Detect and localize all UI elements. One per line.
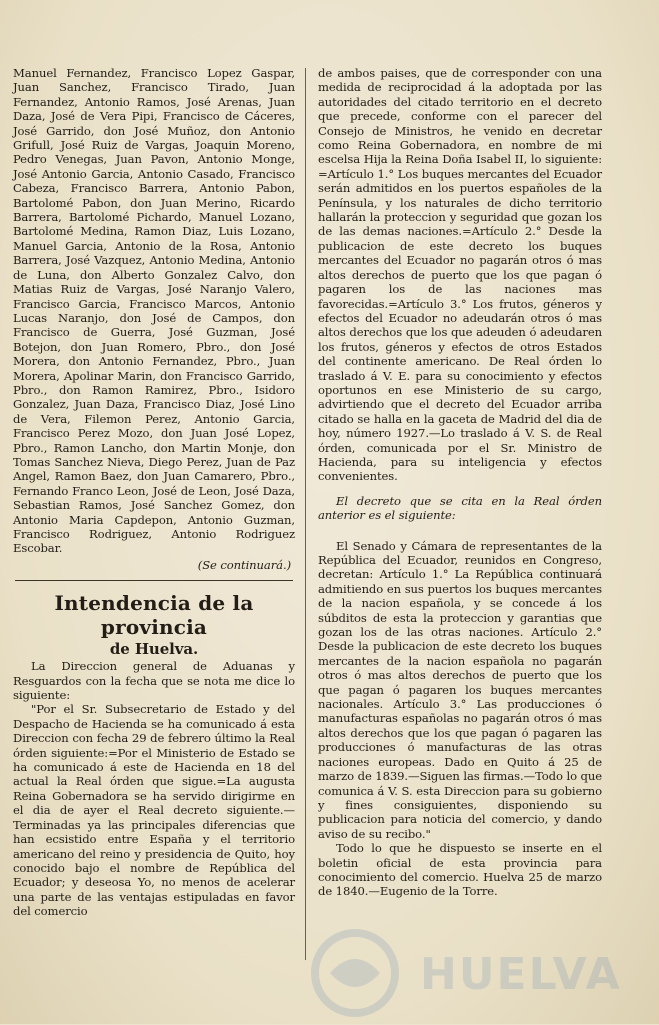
closing-paragraph: Todo lo que he dispuesto se inserte en el boletin oficial de esta provincia para conocimiento del comercio. Huelva 25 de marzo de 1840.—Eugenio de la Torre. (318, 841, 602, 899)
section-subheading: de Huelva. (109, 640, 199, 659)
column-rule (305, 68, 306, 960)
senate-paragraph: El Senado y Cámara de representantes de la República del Ecuador, reunidos en Congreso, decretan: Artículo 1.° La República continuará admitiendo en sus puertos los buques mercantes de la nacion española, y se concede á los súbditos de esta la proteccion y garantias que gozan los de las otras naciones. Artículo 2.° Desde la publicacion de este decreto los buques mercantes de la nacion española no pagarán otros ó mas altos derechos de puerto que los que pagan ó pagaren los buques mercantes nacionales. Artículo 3.° Las producciones ó manufacturas españolas no pagarán otros ó mas altos derechos que los que pagan ó pagaren las producciones ó manufacturas de las otras naciones europeas. Dado en Quito á 25 de marzo de 1839.—Siguen las firmas.—Todo lo que comunica á V. S. esta Direccion para su gobierno y fines consiguientes, disponiendo su publicacion para noticia del comercio, y dando aviso de su recibo." (318, 538, 602, 841)
section-heading: Intendencia de la provincia (54, 591, 254, 640)
section-divider (15, 580, 293, 581)
decree-paragraph: de ambos paises, que de corresponder con una medida de reciprocidad á la adoptada por las autoridades del citado territorio en el decreto que precede, conforme con el parecer del Consejo de Ministros, he venido en decretar como Reina Gobernadora, en nombre de mi escelsa Hija la Reina Doña Isabel II, lo siguiente: =Artículo 1.° Los buques mercantes del Ecuador serán admitidos en los puertos españoles de la Península, y los naturales de dicho territorio hallarán la proteccion y seguridad que gozan los de las demas naciones.=Artículo 2.° Desde la publicacion de este decreto los buques mercantes del Ecuador no pagarán otros ó mas altos derechos de puerto que los que pagan ó pagaren los de las naciones mas favorecidas.=Artículo 3.° Los frutos, géneros y efectos del Ecuador no adeudarán otros ó mas altos derechos que los que adeuden ó adeudaren los frutos, géneros y efectos de otros Estados del continente americano. De Real órden lo traslado á V. E. para su conocimiento y efectos oportunos en ese Ministerio de su cargo, advirtiendo que el decreto del Ecuador arriba citado se halla en la gaceta de Madrid del dia de hoy, número 1927.—Lo traslado á V. S. de Real órden, comunicada por el Sr. Ministro de Hacienda, para su inteligencia y efectos convenientes. (318, 66, 602, 484)
watermark-emblem-icon (300, 925, 410, 1021)
decree-intro: El decreto que se cita en la Real órden anterior es el siguiente: (318, 493, 602, 523)
watermark-text: HUELVA (420, 949, 622, 1000)
names-paragraph: Manuel Fernandez, Francisco Lopez Gaspar, Juan Sanchez, Francisco Tirado, Juan Fernandez, Antonio Ramos, José Arenas, Juan Daza, José de Vera Pipi, Francisco de Cáceres, José Garrido, don José Muñoz, don Antonio Grifull, José Ruiz de Vargas, Joaquin Moreno, Pedro Venegas, Juan Pavon, Antonio Monge, José Antonio Garcia, Antonio Casado, Francisco Cabeza, Francisco Barrera, Antonio Pabon, Bartolomé Pabon, don Juan Merino, Ricardo Barrera, Bartolomé Pichardo, Manuel Lozano, Bartolomé Medina, Ramon Diaz, Luis Lozano, Manuel Garcia, Antonio de la Rosa, Antonio Barrera, José Vazquez, Antonio Medina, Antonio de Luna, don Alberto Gonzalez Calvo, don Matias Ruiz de Vargas, José Naranjo Valero, Francisco Garcia, Francisco Marcos, Antonio Lucas Naranjo, don José de Campos, don Francisco de Guerra, José Guzman, José Botejon, don Juan Romero, Pbro., don José Morera, don Antonio Fernandez, Pbro., Juan Morera, Apolinar Marin, don Francisco Garrido, Pbro., don Ramon Ramirez, Pbro., Isidoro Gonzalez, Juan Daza, Francisco Diaz, José Lino de Vera, Filemon Perez, Antonio Garcia, Francisco Perez Mozo, don Juan José Lopez, Pbro., Ramon Lancho, don Martin Monje, don Tomas Sanchez Nieva, Diego Perez, Juan de Paz Angel, Ramon Baez, don Juan Camarero, Pbro., Fernando Franco Leon, José de Leon, José Daza, Sebastian Ramos, José Sanchez Gomez, don Antonio Maria Capdepon, Antonio Guzman, Francisco Rodriguez, Antonio Rodriguez Escobar. (13, 66, 295, 556)
intro-paragraph: La Direccion general de Aduanas y Resguardos con la fecha que se nota me dice lo siguiente: (13, 659, 295, 703)
quote-paragraph: "Por el Sr. Subsecretario de Estado y del Despacho de Hacienda se ha comunicado á esta Direccion con fecha 29 de febrero último la Real órden siguiente:=Por el Ministerio de Estado se ha comunicado á este de Hacienda en 18 del actual la Real órden que sigue.=La augusta Reina Gobernadora se ha servido dirigirme en el dia de ayer el Real decreto siguiente.—Terminadas ya las principales diferencias que han ecsistido entre España y el territorio americano del reino y presidencia de Quito, hoy conocido bajo el nombre de República del Ecuador; y deseosa Yo, no menos de acelerar una parte de las ventajas estipuladas en favor del comercio (13, 702, 295, 919)
left-column (13, 66, 295, 919)
watermark-logo (300, 925, 640, 1021)
right-column (318, 66, 602, 899)
continuation-note: (Se continuará.) (197, 557, 291, 572)
